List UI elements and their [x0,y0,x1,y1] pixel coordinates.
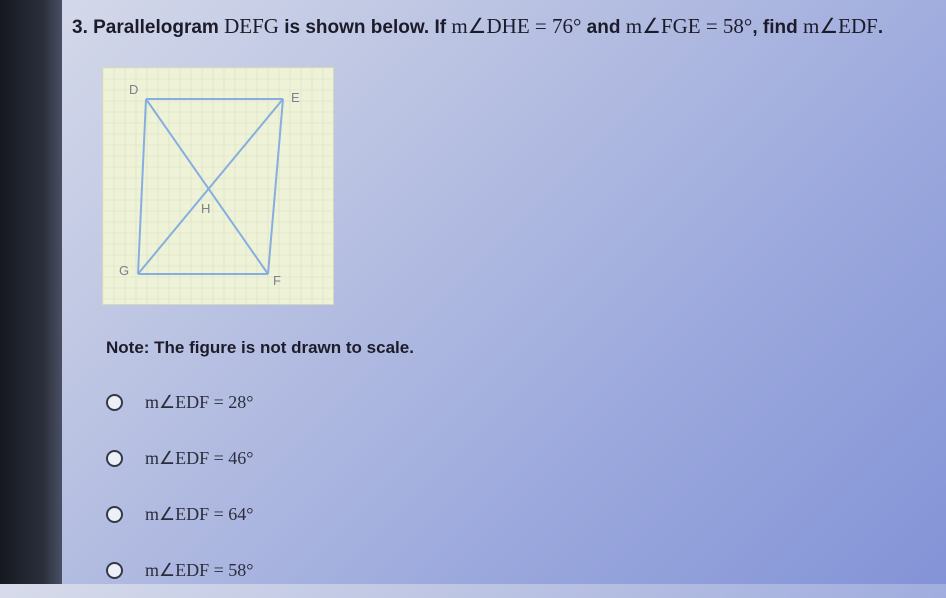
radio-button-icon[interactable] [106,450,123,467]
parallelogram-figure [102,67,334,305]
vertex-label-g: G [119,263,130,278]
question-text [72,14,932,39]
answer-option-label: m∠EDF = 58° [145,559,254,580]
parallelogram-diagram [103,68,333,304]
scale-note: Note: The figure is not drawn to scale. [106,338,414,357]
radio-button-icon[interactable] [106,506,123,523]
answer-options [106,374,506,598]
diagonal-eg [138,99,283,274]
answer-option-label: m∠EDF = 64° [145,503,254,524]
answer-option-label: m∠EDF = 28° [145,391,254,412]
side-gd [138,99,146,274]
answer-option-3[interactable] [106,486,506,542]
given-angle-dhe: m∠DHE = 76° [451,14,582,38]
vertex-label-f: F [273,273,281,288]
target-angle-edf: m∠EDF [802,14,878,38]
vertex-label-e: E [291,90,300,105]
vertex-label-h: H [201,201,211,216]
answer-option-1[interactable] [106,374,506,430]
quiz-screen [62,0,946,584]
given-angle-fge: m∠FGE = 58° [625,14,753,38]
answer-option-label: m∠EDF = 46° [145,447,254,468]
side-ef [268,99,283,274]
radio-button-icon[interactable] [106,394,123,411]
parallelogram-name: DEFG [224,14,279,38]
question-mid-3: , find [752,17,803,38]
diagonal-df [146,99,268,274]
radio-button-icon[interactable] [106,562,123,579]
question-prefix: 3. Parallelogram [72,17,225,38]
screen-bezel [0,0,62,584]
vertex-label-d: D [129,82,139,97]
question-mid-1: is shown below. If [278,17,452,38]
question-mid-2: and [581,17,626,38]
question-end: . [877,17,884,38]
answer-option-4[interactable] [106,542,506,598]
answer-option-2[interactable] [106,430,506,486]
